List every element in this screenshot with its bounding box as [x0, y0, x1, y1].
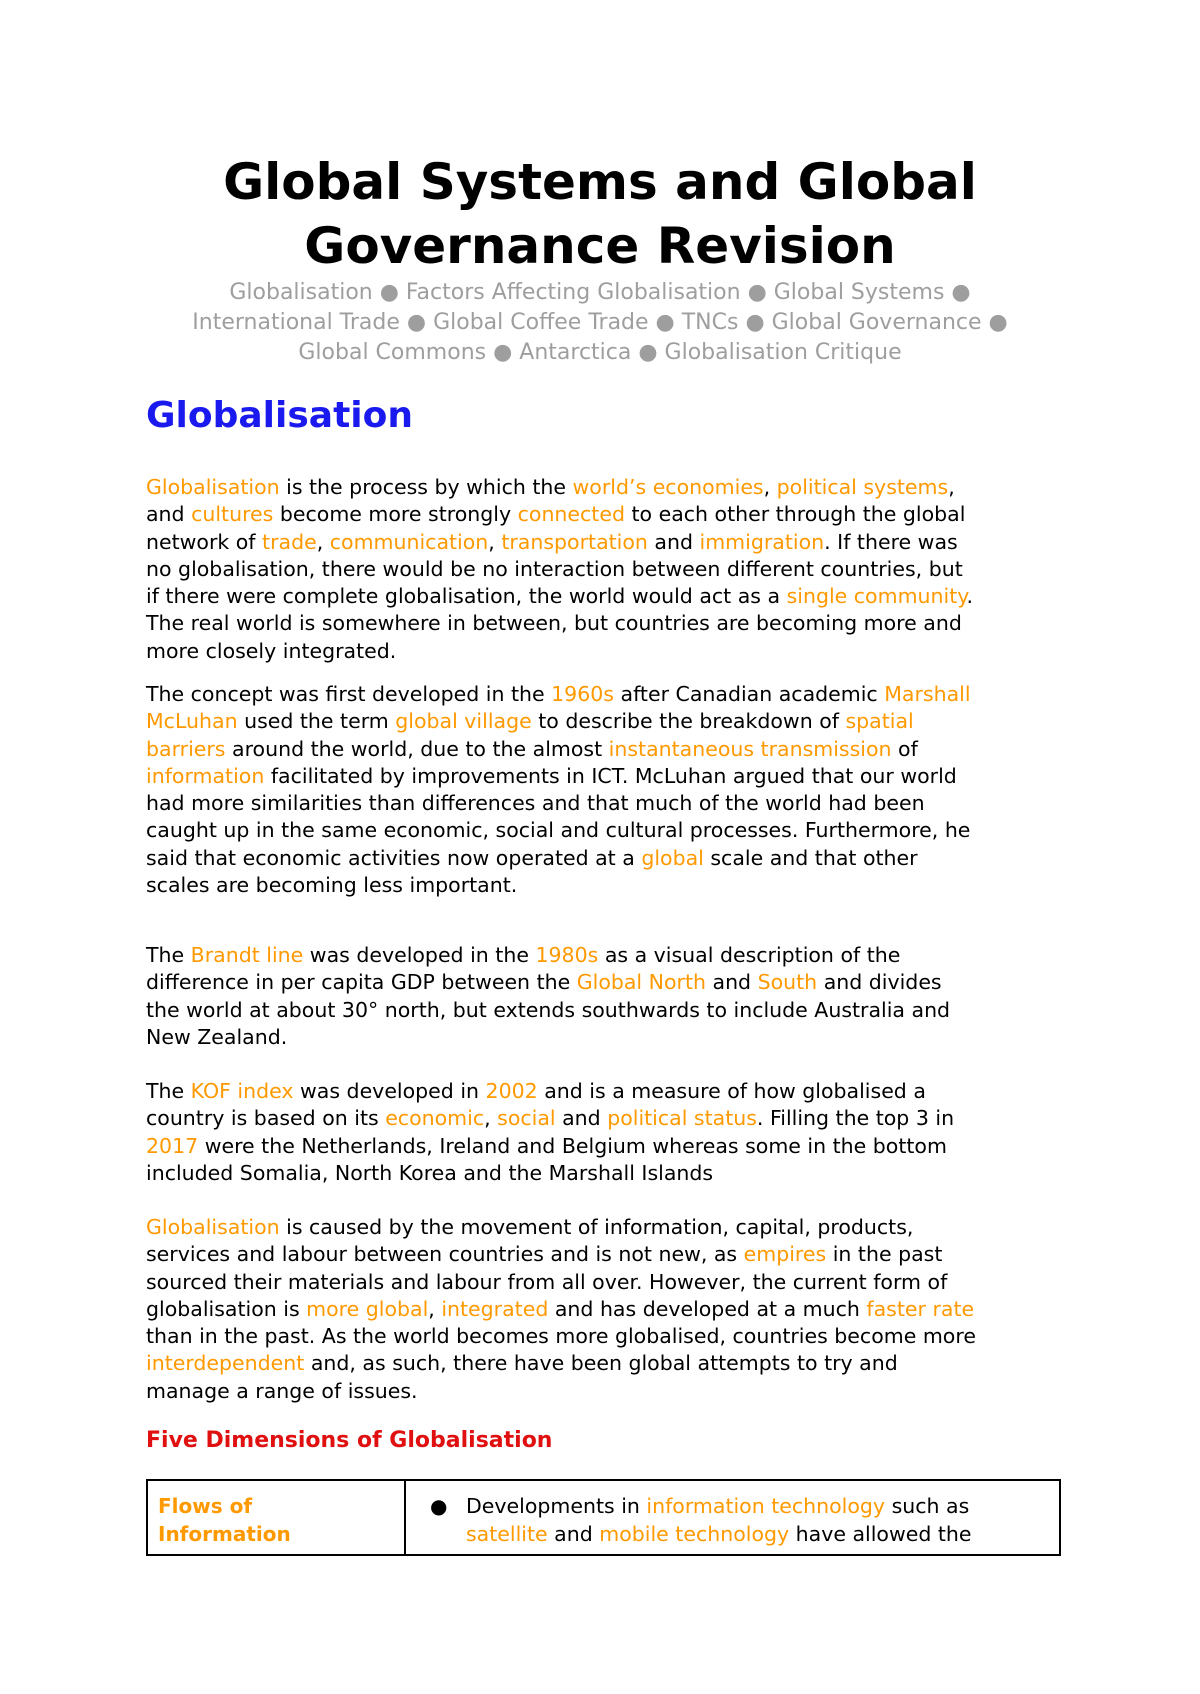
- text-line: [146, 1214, 1076, 1241]
- highlighted-term: Marshall: [884, 682, 971, 706]
- text-line: [146, 1241, 1076, 1268]
- body-text: more closely integrated.: [146, 638, 397, 663]
- text-line: [146, 1133, 1076, 1160]
- highlighted-term: 1960s: [551, 682, 614, 706]
- body-text: scales are becoming less important.: [146, 873, 518, 898]
- table-row: [147, 1480, 1060, 1555]
- highlighted-term: barriers: [146, 736, 226, 761]
- highlighted-term: 2002: [485, 1079, 538, 1103]
- body-text: and: [555, 1106, 608, 1131]
- topic-list-line-2: International Trade ● Global Coffee Trade ● TNCs ● Global Governance ●: [192, 310, 1008, 335]
- paragraph-brandt-line: [146, 942, 1076, 1051]
- body-text: and: [705, 970, 758, 995]
- body-text: was developed in: [293, 1079, 486, 1103]
- text-line: [146, 1269, 1076, 1296]
- body-text: is caused by the movement of information, capital, products,: [279, 1215, 914, 1239]
- highlighted-term: transportation: [501, 529, 648, 554]
- dimension-detail-cell: [405, 1480, 1060, 1555]
- body-text: Developments in: [466, 1494, 647, 1518]
- highlighted-term: information: [146, 763, 265, 788]
- body-text: ,: [484, 1106, 498, 1131]
- body-text: was developed in the: [303, 943, 536, 967]
- text-line: [146, 708, 1076, 735]
- bullet-icon: ●: [430, 1494, 448, 1518]
- highlighted-term: communication: [329, 529, 489, 554]
- body-text: network of: [146, 529, 263, 554]
- text-line: [146, 529, 1076, 556]
- body-text: have allowed the: [789, 1521, 972, 1546]
- text-line: [146, 817, 1076, 844]
- highlighted-term: integrated: [441, 1296, 549, 1321]
- text-line: [146, 474, 1076, 501]
- text-line: [146, 1160, 1076, 1187]
- body-text: and: [146, 502, 192, 527]
- text-line: [146, 845, 1076, 872]
- body-text: as a visual description of the: [598, 943, 901, 967]
- highlighted-term: economic: [385, 1106, 485, 1131]
- body-text: used the term: [237, 709, 396, 734]
- highlighted-term: Brandt line: [190, 943, 304, 967]
- text-line: [146, 997, 1076, 1024]
- body-text: included Somalia, North Korea and the Marshall Islands: [146, 1160, 714, 1185]
- topic-list: [130, 278, 1070, 368]
- body-text: were the Netherlands, Ireland and Belgium whereas some in the bottom: [198, 1133, 947, 1158]
- body-text: and divides: [817, 970, 942, 995]
- body-text: . Filling the top 3 in: [756, 1106, 955, 1131]
- text-line: [146, 942, 1076, 969]
- dimension-label-line: Flows of: [158, 1494, 253, 1518]
- body-text: ,: [763, 475, 777, 499]
- highlighted-term: South: [757, 970, 818, 995]
- highlighted-term: McLuhan: [146, 709, 238, 734]
- document-title: [0, 150, 1200, 278]
- body-text: ,: [948, 475, 955, 499]
- text-line: [146, 969, 1076, 996]
- body-text: The: [146, 1079, 191, 1103]
- list-item: [430, 1493, 1049, 1548]
- body-text: . If there was: [824, 529, 958, 554]
- body-text: to each other through the global: [624, 502, 966, 527]
- text-line: [146, 610, 1076, 637]
- text-line: [146, 1078, 1076, 1105]
- body-text: services and labour between countries and is not new, as: [146, 1242, 744, 1267]
- body-text: said that economic activities now operated at a: [146, 845, 642, 870]
- body-text: is the process by which the: [279, 475, 573, 499]
- body-text: no globalisation, there would be no interaction between different countries, but: [146, 556, 963, 581]
- title-line-2: Governance Revision: [304, 217, 896, 275]
- highlighted-term: global village: [395, 709, 532, 734]
- text-line: [146, 763, 1076, 790]
- body-text: scale and that other: [703, 845, 918, 870]
- text-line: [146, 872, 1076, 899]
- text-line: [146, 1024, 1076, 1051]
- dimension-label-line: Information: [158, 1521, 291, 1546]
- highlighted-term: faster rate: [866, 1296, 975, 1321]
- highlighted-term: KOF index: [190, 1079, 294, 1103]
- text-line: [146, 1323, 1076, 1350]
- highlighted-term: political status: [607, 1106, 757, 1131]
- body-text: to describe the breakdown of: [531, 709, 846, 734]
- highlighted-term: interdependent: [146, 1351, 305, 1376]
- body-text: and, as such, there have been global attempts to try and: [304, 1351, 898, 1376]
- highlighted-term: empires: [743, 1242, 827, 1267]
- title-line-1: Global Systems and Global: [223, 153, 977, 211]
- highlighted-term: single community: [786, 584, 967, 609]
- text-line: [146, 790, 1076, 817]
- highlighted-term: world’s economies: [572, 475, 764, 499]
- paragraph-definition: [146, 474, 1076, 665]
- body-text: globalisation is: [146, 1296, 307, 1321]
- body-text: in the past: [826, 1242, 943, 1267]
- body-text: of: [891, 736, 918, 761]
- text-line: [146, 681, 1076, 708]
- body-text: and is a measure of how globalised a: [537, 1079, 926, 1103]
- body-text: New Zealand.: [146, 1024, 288, 1049]
- body-text: country is based on its: [146, 1106, 386, 1131]
- section-heading-globalisation: Globalisation: [146, 395, 413, 436]
- paragraph-mcluhan: [146, 681, 1076, 899]
- body-text: The concept was first developed in the: [146, 682, 552, 706]
- body-text: ,: [316, 529, 330, 554]
- subheading-five-dimensions: Five Dimensions of Globalisation: [146, 1428, 553, 1453]
- body-text: The real world is somewhere in between, but countries are becoming more and: [146, 611, 962, 636]
- text-line: [146, 583, 1076, 610]
- paragraph-causes: [146, 1214, 1076, 1405]
- text-line: [146, 638, 1076, 665]
- body-text: .: [966, 584, 973, 609]
- topic-list-line-3: Global Commons ● Antarctica ● Globalisation Critique: [298, 340, 902, 365]
- body-text: and has developed at a much: [548, 1296, 867, 1321]
- highlighted-term: Global North: [576, 970, 706, 995]
- body-text: ,: [428, 1296, 442, 1321]
- text-line: [466, 1493, 972, 1521]
- text-line: [146, 1105, 1076, 1132]
- highlighted-term: immigration: [699, 529, 825, 554]
- body-text: manage a range of issues.: [146, 1378, 418, 1403]
- text-line: [146, 501, 1076, 528]
- highlighted-term: 2017: [146, 1133, 199, 1158]
- body-text: such as: [885, 1494, 970, 1518]
- body-text: than in the past. As the world becomes more globalised, countries become more: [146, 1324, 976, 1349]
- paragraph-kof-index: [146, 1078, 1076, 1187]
- body-text: become more strongly: [273, 502, 518, 527]
- body-text: facilitated by improvements in ICT. McLuhan argued that our world: [264, 763, 957, 788]
- highlighted-term: social: [497, 1106, 556, 1131]
- highlighted-term: mobile technology: [599, 1521, 790, 1546]
- body-text: around the world, due to the almost: [225, 736, 609, 761]
- topic-list-line-1: Globalisation ● Factors Affecting Globalisation ● Global Systems ●: [229, 280, 971, 305]
- highlighted-term: Globalisation: [146, 475, 280, 499]
- highlighted-term: Globalisation: [146, 1215, 280, 1239]
- dimensions-table: [146, 1479, 1061, 1556]
- highlighted-term: trade: [262, 529, 317, 554]
- body-text: difference in per capita GDP between the: [146, 970, 577, 995]
- highlighted-term: political systems: [776, 475, 949, 499]
- text-line: [146, 556, 1076, 583]
- body-text: ,: [488, 529, 502, 554]
- body-text: had more similarities than differences and that much of the world had been: [146, 791, 925, 816]
- body-text: if there were complete globalisation, the world would act as a: [146, 584, 787, 609]
- text-line: [146, 1350, 1076, 1377]
- text-line: [146, 736, 1076, 763]
- highlighted-term: information technology: [646, 1494, 886, 1518]
- dimension-label-cell: [147, 1480, 405, 1555]
- body-text: and: [647, 529, 700, 554]
- body-text: the world at about 30° north, but extends southwards to include Australia and: [146, 997, 951, 1022]
- text-line: [146, 1378, 1076, 1405]
- highlighted-term: instantaneous transmission: [608, 736, 892, 761]
- body-text: The: [146, 943, 191, 967]
- body-text: caught up in the same economic, social and cultural processes. Furthermore, he: [146, 818, 971, 843]
- bullet-text: [466, 1493, 972, 1548]
- highlighted-term: spatial: [845, 709, 914, 734]
- body-text: after Canadian academic: [614, 682, 885, 706]
- highlighted-term: 1980s: [535, 943, 599, 967]
- highlighted-term: cultures: [191, 502, 274, 527]
- highlighted-term: satellite: [466, 1521, 548, 1546]
- body-text: and: [547, 1521, 600, 1546]
- highlighted-term: global: [641, 845, 704, 870]
- text-line: [466, 1521, 972, 1549]
- text-line: [146, 1296, 1076, 1323]
- body-text: sourced their materials and labour from all over. However, the current form of: [146, 1269, 948, 1294]
- highlighted-term: more global: [306, 1296, 429, 1321]
- highlighted-term: connected: [517, 502, 625, 527]
